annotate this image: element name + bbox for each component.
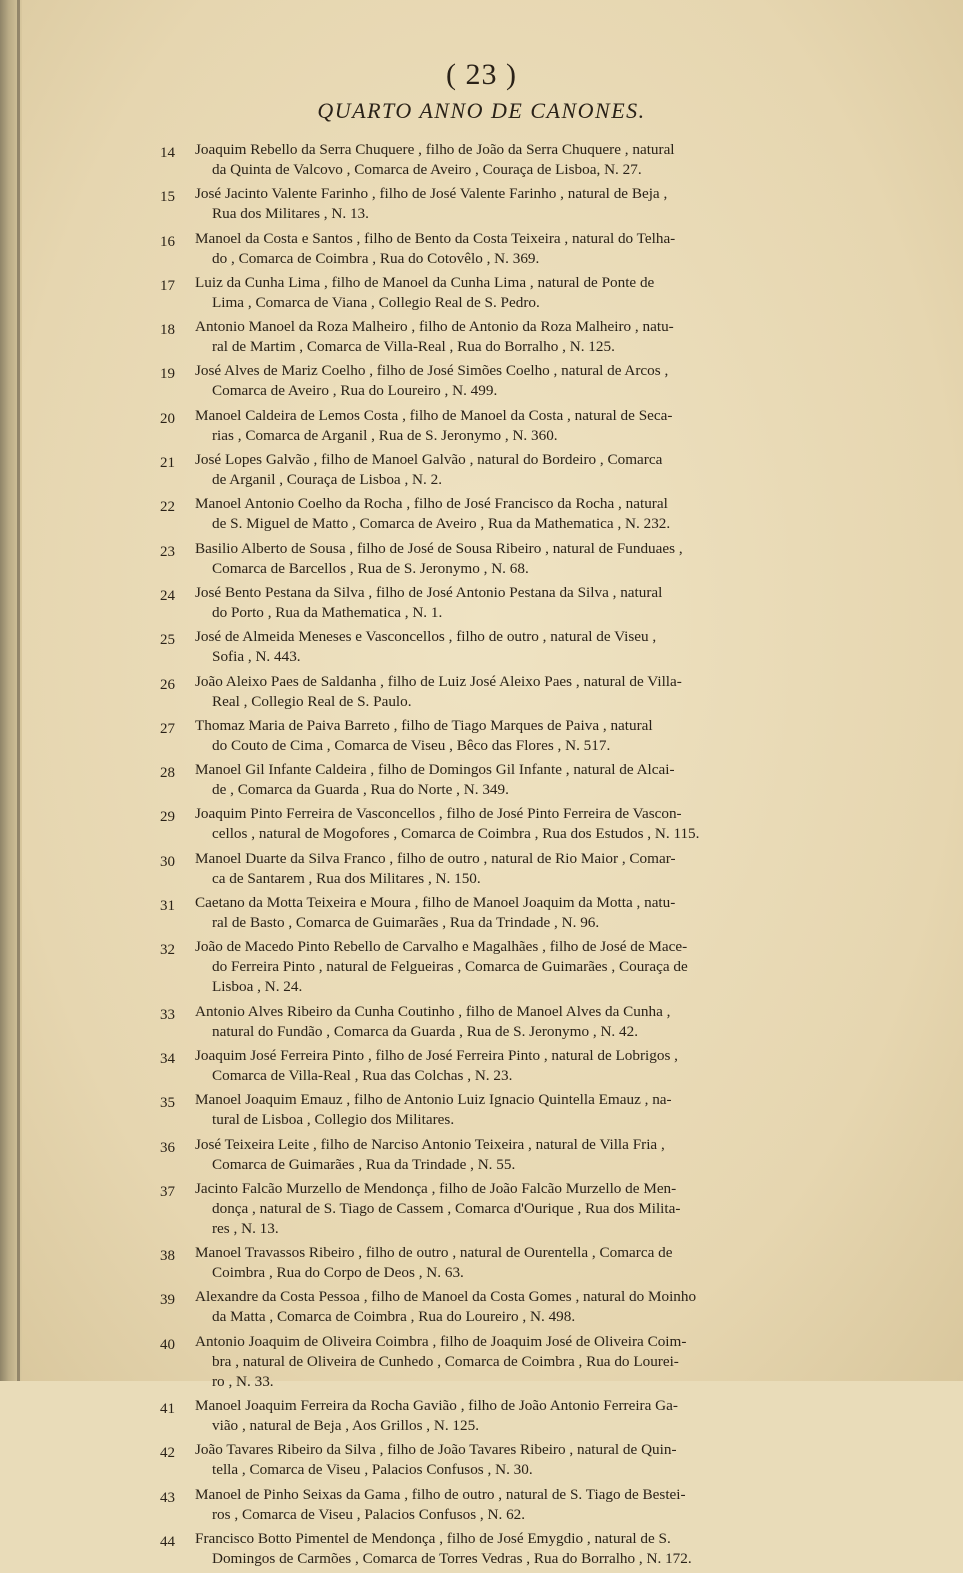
entry-item [160,1243,800,1283]
entry-line: Luiz da Cunha Lima , filho de Manoel da Cunha Lima , natural de Ponte de [195,273,655,291]
entry-line: tural de Lisboa , Collegio dos Militares. [212,1111,455,1129]
entry-line: Rua dos Militares , N. 13. [212,205,369,223]
entry-number: 25 [160,632,175,649]
entry-line: ros , Comarca de Viseu , Palacios Confusos , N. 62. [212,1505,526,1523]
entry-item [160,893,800,933]
entry-line: Alexandre da Costa Pessoa , filho de Manoel da Costa Gomes , natural do Moinho [195,1288,697,1306]
entry-line: Sofia , N. 443. [212,648,301,666]
entry-line: Comarca de Barcellos , Rua de S. Jeronymo , N. 68. [212,559,529,577]
entry-line: res , N. 13. [212,1219,279,1237]
entry-line: João de Macedo Pinto Rebello de Carvalho e Magalhães , filho de José de Mace- [195,938,688,956]
entry-number: 15 [160,189,175,206]
entry-list [160,140,800,1573]
entry-line: Comarca de Aveiro , Rua do Loureiro , N. 499. [212,382,498,400]
entry-line: José Lopes Galvão , filho de Manoel Galvão , natural do Bordeiro , Comarca [195,451,663,469]
entry-line: bra , natural de Oliveira de Cunhedo , Comarca de Coimbra , Rua do Lourei- [212,1352,679,1370]
entry-line: Comarca de Villa-Real , Rua das Colchas , N. 23. [212,1066,513,1084]
entry-number: 22 [160,499,175,516]
entry-line: Real , Collegio Real de S. Paulo. [212,692,412,710]
entry-item [160,229,800,269]
entry-number: 30 [160,853,175,870]
entry-number: 28 [160,765,175,782]
entry-number: 26 [160,676,175,693]
entry-number: 43 [160,1489,175,1506]
entry-item [160,804,800,844]
entry-number: 37 [160,1183,175,1200]
entry-line: José Alves de Mariz Coelho , filho de José Simões Coelho , natural de Arcos , [195,362,669,380]
entry-item [160,184,800,224]
entry-item [160,450,800,490]
entry-line: da Quinta de Valcovo , Comarca de Aveiro , Couraça de Lisboa, N. 27. [212,161,642,178]
entry-item [160,317,800,357]
entry-line: ral de Basto , Comarca de Guimarães , Rua da Trindade , N. 96. [212,914,600,932]
entry-line: Coimbra , Rua do Corpo de Deos , N. 63. [212,1264,464,1282]
entry-line: natural do Fundão , Comarca da Guarda , Rua de S. Jeronymo , N. 42. [212,1022,638,1040]
page-heading: QUARTO ANNO DE CANONES. [317,98,646,123]
entry-line: ro , N. 33. [212,1372,274,1390]
entry-line: Francisco Botto Pimentel de Mendonça , filho de José Emygdio , natural de S. [195,1529,671,1547]
entry-line: ral de Martim , Comarca de Villa-Real , Rua do Borralho , N. 125. [212,338,615,356]
entry-line: ca de Santarem , Rua dos Militares , N. 150. [212,869,481,887]
entry-line: João Aleixo Paes de Saldanha , filho de Luiz José Aleixo Paes , natural de Villa- [195,672,682,690]
entry-line: Manoel Travassos Ribeiro , filho de outro , natural de Ourentella , Comarca de [195,1244,673,1262]
entry-item [160,1485,800,1525]
entry-number: 20 [160,410,175,427]
entry-item [160,1046,800,1086]
entry-line: Manoel Caldeira de Lemos Costa , filho de Manoel da Costa , natural de Seca- [195,406,673,424]
entry-item [160,539,800,579]
entry-number: 36 [160,1139,175,1156]
entry-line: João Tavares Ribeiro da Silva , filho de João Tavares Ribeiro , natural de Quin- [195,1441,677,1459]
entry-line: de Arganil , Couraça de Lisboa , N. 2. [212,471,443,489]
entry-number: 32 [160,942,175,959]
entry-line: Jacinto Falcão Murzello de Mendonça , filho de João Falcão Murzello de Men- [195,1179,677,1197]
entry-line: cellos , natural de Mogofores , Comarca de Coimbra , Rua dos Estudos , N. 115. [212,825,700,843]
entry-item [160,1332,800,1392]
entry-item [160,406,800,446]
entry-line: Joaquim Rebello da Serra Chuquere , filho de João da Serra Chuquere , natural [195,141,675,158]
entry-line: do Ferreira Pinto , natural de Felgueiras , Comarca de Guimarães , Couraça de [212,958,688,976]
entry-line: Manoel Joaquim Ferreira da Rocha Gavião , filho de João Antonio Ferreira Ga- [195,1397,678,1415]
entry-line: Manoel Antonio Coelho da Rocha , filho de José Francisco da Rocha , natural [195,495,668,513]
entry-item [160,1135,800,1175]
entry-line: Antonio Joaquim de Oliveira Coimbra , filho de Joaquim José de Oliveira Coim- [195,1332,687,1350]
entry-item [160,273,800,313]
entry-item [160,494,800,534]
entry-line: José Teixeira Leite , filho de Narciso Antonio Teixeira , natural de Villa Fria , [195,1135,665,1153]
entry-number: 24 [160,587,175,604]
entry-item [160,1179,800,1239]
entry-number: 16 [160,233,175,250]
entry-line: do Porto , Rua da Mathematica , N. 1. [212,603,443,621]
binding-shadow-line [17,0,20,1381]
entry-line: Manoel Joaquim Emauz , filho de Antonio Luiz Ignacio Quintella Emauz , na- [195,1091,672,1109]
entry-number: 31 [160,898,175,915]
entry-line: rias , Comarca de Arganil , Rua de S. Jeronymo , N. 360. [212,426,558,444]
entry-item [160,937,800,997]
entry-number: 33 [160,1006,175,1023]
entry-number: 23 [160,543,175,560]
entry-number: 18 [160,322,175,339]
entry-item [160,1002,800,1042]
entry-line: Manoel Duarte da Silva Franco , filho de outro , natural de Rio Maior , Comar- [195,849,676,867]
entry-item [160,1287,800,1327]
entry-item [160,672,800,712]
entry-line: Basilio Alberto de Sousa , filho de José de Sousa Ribeiro , natural de Funduaes , [195,539,683,557]
entry-line: José Jacinto Valente Farinho , filho de José Valente Farinho , natural de Beja , [195,185,668,203]
entry-line: Comarca de Guimarães , Rua da Trindade , N. 55. [212,1155,516,1173]
entry-line: da Matta , Comarca de Coimbra , Rua do Loureiro , N. 498. [212,1308,576,1326]
entry-line: vião , natural de Beja , Aos Grillos , N. 125. [212,1417,480,1435]
entry-number: 39 [160,1292,175,1309]
entry-line: de S. Miguel de Matto , Comarca de Aveiro , Rua da Mathematica , N. 232. [212,515,671,533]
entry-line: de , Comarca da Guarda , Rua do Norte , N. 349. [212,781,509,799]
entry-item [160,140,800,180]
entry-line: do Couto de Cima , Comarca de Viseu , Bêco das Flores , N. 517. [212,736,611,754]
entry-number: 38 [160,1248,175,1265]
entry-item [160,627,800,667]
entry-number: 29 [160,809,175,826]
entry-line: Manoel da Costa e Santos , filho de Bento da Costa Teixeira , natural do Telha- [195,229,676,247]
entry-line: Joaquim José Ferreira Pinto , filho de José Ferreira Pinto , natural de Lobrigos , [195,1046,678,1064]
entry-number: 44 [160,1533,175,1550]
entry-line: Joaquim Pinto Ferreira de Vasconcellos , filho de José Pinto Ferreira de Vascon- [195,805,682,823]
entry-number: 40 [160,1336,175,1353]
entry-item [160,1529,800,1569]
entry-item [160,1440,800,1480]
entry-line: Lima , Comarca de Viana , Collegio Real de S. Pedro. [212,293,540,311]
entry-line: Antonio Manoel da Roza Malheiro , filho de Antonio da Roza Malheiro , natu- [195,318,674,336]
entry-line: Caetano da Motta Teixeira e Moura , filho de Manoel Joaquim da Motta , natu- [195,894,676,912]
entry-item [160,583,800,623]
entry-line: Manoel Gil Infante Caldeira , filho de Domingos Gil Infante , natural de Alcai- [195,761,675,779]
page-number: ( 23 ) [446,58,517,91]
entry-line: José de Almeida Meneses e Vasconcellos , filho de outro , natural de Viseu , [195,628,657,646]
entry-item [160,361,800,401]
entry-number: 35 [160,1095,175,1112]
entry-item [160,1396,800,1436]
entry-item [160,1090,800,1130]
entry-line: do , Comarca de Coimbra , Rua do Cotovêlo , N. 369. [212,249,540,267]
entry-number: 34 [160,1050,175,1067]
entry-item [160,760,800,800]
entry-number: 14 [160,145,175,161]
entry-line: donça , natural de S. Tiago de Cassem , Comarca d'Ourique , Rua dos Milita- [212,1199,681,1217]
entry-line: Domingos de Carmões , Comarca de Torres Vedras , Rua do Borralho , N. 172. [212,1549,692,1567]
entry-line: Lisboa , N. 24. [212,978,303,996]
entry-number: 21 [160,455,175,472]
entry-line: Thomaz Maria de Paiva Barreto , filho de Tiago Marques de Paiva , natural [195,716,653,734]
entry-line: Antonio Alves Ribeiro da Cunha Coutinho , filho de Manoel Alves da Cunha , [195,1002,671,1020]
entry-line: Manoel de Pinho Seixas da Gama , filho de outro , natural de S. Tiago de Bestei- [195,1485,686,1503]
entry-item [160,849,800,889]
entry-number: 17 [160,277,175,294]
entry-number: 19 [160,366,175,383]
entry-number: 42 [160,1445,175,1462]
entry-item [160,716,800,756]
entry-line: José Bento Pestana da Silva , filho de José Antonio Pestana da Silva , natural [195,583,663,601]
entry-number: 41 [160,1401,175,1418]
entry-line: tella , Comarca de Viseu , Palacios Confusos , N. 30. [212,1461,533,1479]
entry-number: 27 [160,720,175,737]
